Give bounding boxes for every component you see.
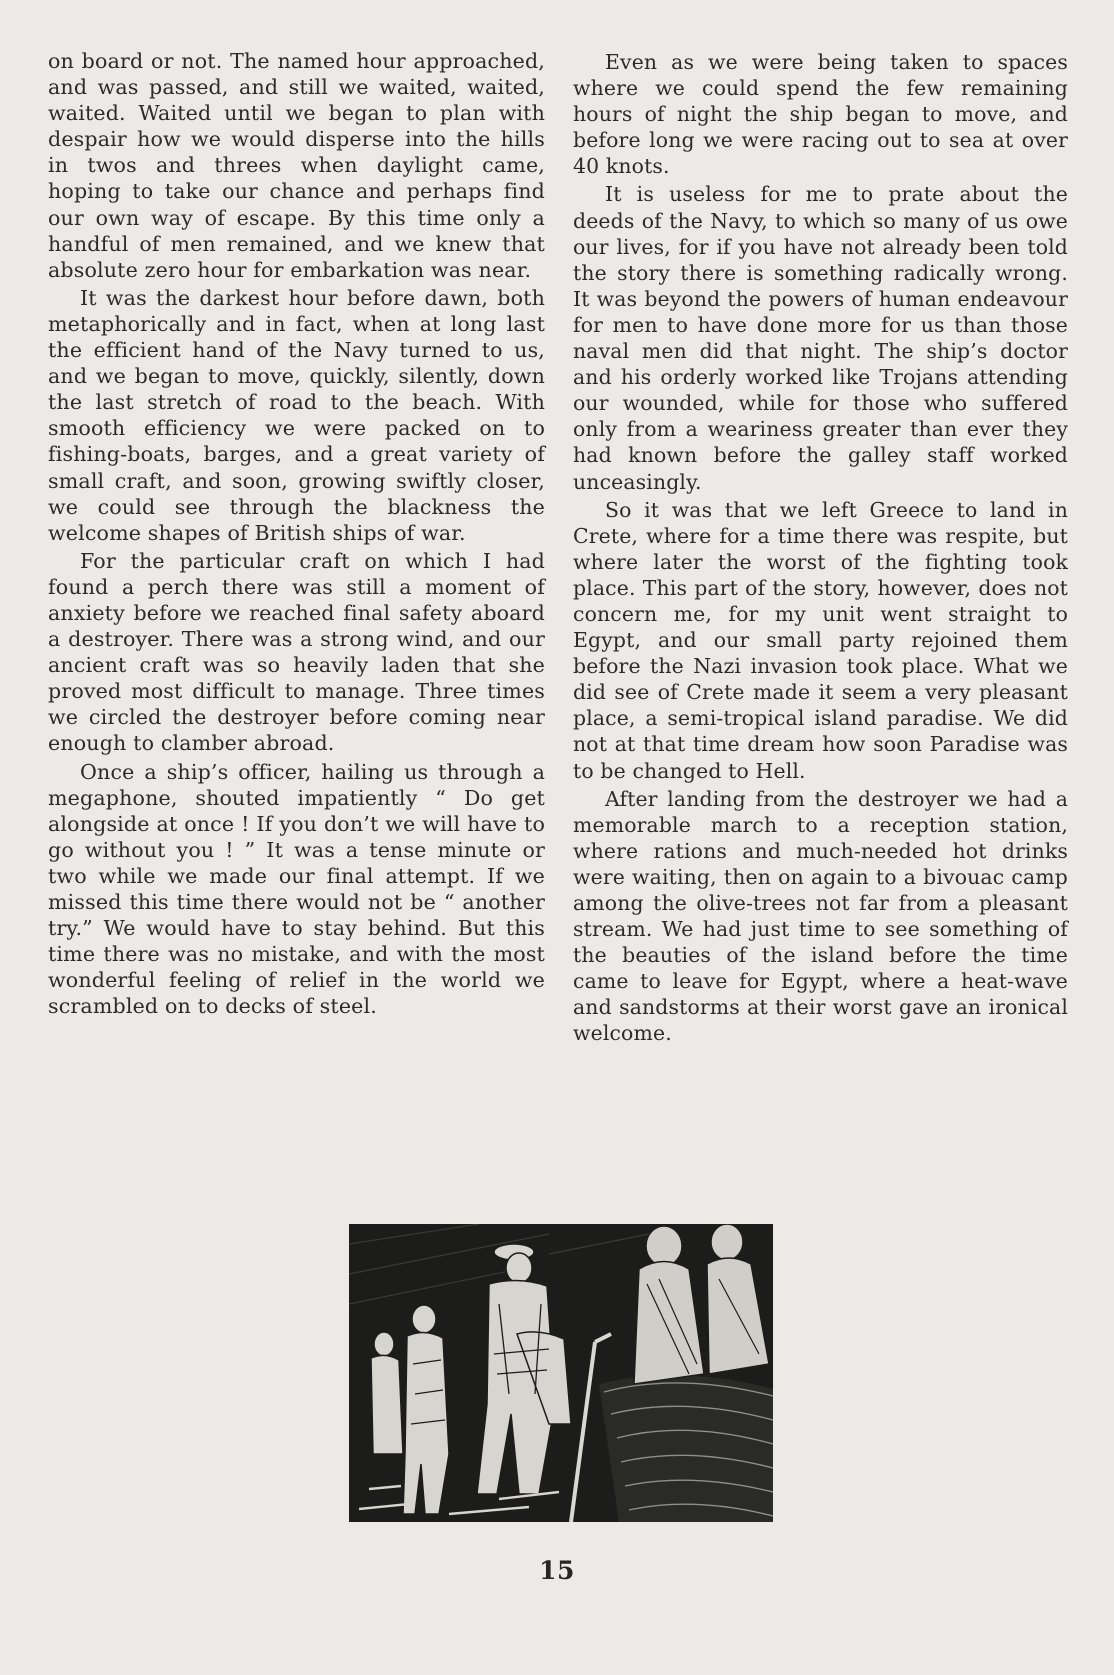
left-text-column — [48, 48, 545, 1021]
paragraph: Once a ship’s officer, hailing us through a megaphone, shouted impatiently “ Do get alongside at once ! If you don’t we will have to go without you ! ” It was a tense minute or two while we made our final attempt. If we missed this time there would not be “ another try.” We would have to stay behind. But this time there was no mistake, and with the most wonderful feeling of relief in the world we scrambled on to decks of steel. — [48, 759, 545, 1019]
soldiers-evacuation-illustration — [349, 1224, 773, 1522]
paragraph: After landing from the destroyer we had a memorable march to a reception station, where rations and much-needed hot drinks were waiting, then on again to a bivouac camp among the olive-trees not far from a pleasant stream. We had just time to see something of the beauties of the island before the time came to leave for Egypt, where a heat-wave and sandstorms at their worst gave an ironical welcome. — [573, 786, 1068, 1046]
paragraph: It is useless for me to prate about the deeds of the Navy, to which so many of us owe our lives, for if you have not already been told the story there is something radically wrong. It was beyond the powers of human endeavour for men to have done more for us than those naval men did that night. The ship’s doctor and his orderly worked like Trojans attending our wounded, while for those who suffered only from a weariness greater than ever they had known before the galley staff worked unceasingly. — [573, 182, 1068, 494]
paragraph: So it was that we left Greece to land in Crete, where for a time there was respite, but where later the worst of the fighting took place. This part of the story, however, does not concern me, for my unit went straight to Egypt, and our small party rejoined them before the Nazi invasion took place. What we did see of Crete made it seem a very pleasant place, a semi-tropical island paradise. We did not at that time dream how soon Paradise was to be changed to Hell. — [573, 497, 1068, 783]
paragraph: For the particular craft on which I had found a perch there was still a moment of anxiety before we reached final safety aboard a destroyer. There was a strong wind, and our ancient craft was so heavily laden that she proved most difficult to manage. Three times we circled the destroyer before coming near enough to clamber abroad. — [48, 548, 545, 756]
page-number: 15 — [539, 1556, 575, 1585]
right-text-column — [573, 49, 1068, 1049]
paragraph: on board or not. The named hour approached, and was passed, and still we waited, waited, waited. Waited until we began to plan with despair how we would disperse into the hills in twos and threes when daylight came, hoping to take our chance and perhaps find our own way of escape. By this time only a handful of men remained, and we knew that absolute zero hour for embarkation was near. — [48, 49, 545, 282]
paragraph: It was the darkest hour before dawn, both metaphorically and in fact, when at long last the efficient hand of the Navy turned to us, and we began to move, quickly, silently, down the last stretch of road to the beach. With smooth efficiency we were packed on to fishing-boats, barges, and a great variety of small craft, and soon, growing swiftly closer, we could see through the blackness the welcome shapes of British ships of war. — [48, 285, 545, 545]
paragraph: Even as we were being taken to spaces where we could spend the few remaining hours of night the ship began to move, and before long we were racing out to sea at over 40 knots. — [573, 50, 1068, 179]
